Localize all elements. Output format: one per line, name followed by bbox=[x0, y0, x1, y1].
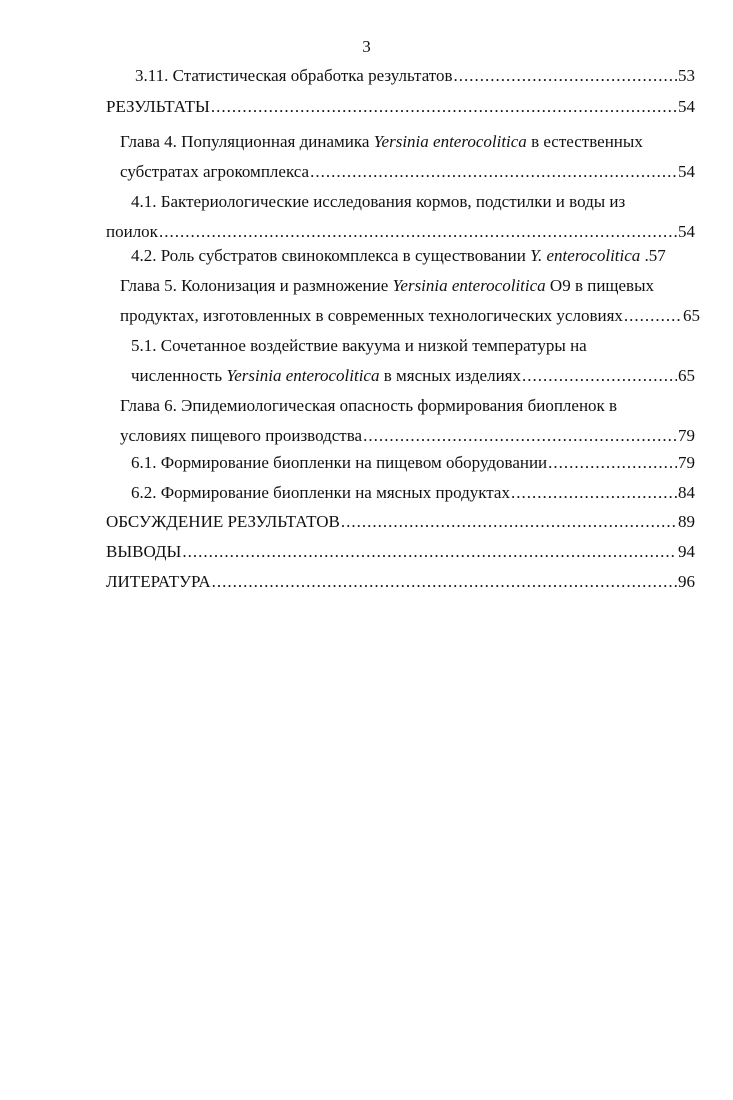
toc-entry-chapter-6[interactable] bbox=[120, 391, 695, 451]
toc-page-number: 53 bbox=[678, 66, 695, 85]
toc-page-number: 79 bbox=[678, 453, 695, 472]
toc-entry-title: ОБСУЖДЕНИЕ РЕЗУЛЬТАТОВ bbox=[106, 512, 340, 531]
toc-entry-title-line1: Глава 5. Колонизация и размножение Yersinia enterocolitica О9 в пищевых bbox=[120, 276, 655, 295]
toc-page-number: 84 bbox=[678, 483, 695, 502]
dot-leader bbox=[341, 512, 677, 532]
toc-entry-title: ВЫВОДЫ bbox=[106, 542, 182, 561]
toc-entry-title: 6.1. Формирование биопленки на пищевом оборудовании bbox=[131, 453, 548, 472]
toc-entry-title-line1: Глава 4. Популяционная динамика Yersinia enterocolitica в естественных bbox=[120, 132, 643, 151]
dot-leader bbox=[182, 542, 677, 562]
toc-page-number: 96 bbox=[678, 572, 695, 591]
toc-entry-3-11[interactable] bbox=[135, 66, 695, 86]
toc-entry-4-2[interactable]: 4.2. Роль субстратов свинокомплекса в существовании Y. enterocolitica .57 bbox=[131, 246, 666, 265]
toc-entry-4-1[interactable] bbox=[106, 187, 695, 247]
toc-entry-literature[interactable] bbox=[106, 572, 695, 592]
toc-entry-title: 6.2. Формирование биопленки на мясных продуктах bbox=[131, 483, 510, 502]
toc-entry-6-1[interactable] bbox=[131, 453, 695, 473]
toc-page-number: 65 bbox=[683, 306, 700, 325]
toc-page-number: 54 bbox=[678, 97, 695, 116]
toc-entry-6-2[interactable] bbox=[131, 483, 695, 503]
toc-entry-chapter-5[interactable] bbox=[120, 271, 700, 331]
toc-entry-5-1[interactable] bbox=[131, 331, 695, 391]
dot-leader bbox=[511, 483, 677, 503]
dot-leader bbox=[522, 361, 677, 391]
dot-leader bbox=[454, 66, 677, 86]
toc-page-number: 54 bbox=[678, 162, 695, 181]
toc-page-number: 94 bbox=[678, 542, 695, 561]
dot-leader bbox=[159, 217, 677, 247]
toc-entry-title-line2: субстратах агрокомплекса bbox=[120, 162, 310, 181]
toc-page-number: 79 bbox=[678, 426, 695, 445]
toc-entry-title: ЛИТЕРАТУРА bbox=[106, 572, 211, 591]
toc-page-number: 65 bbox=[678, 366, 695, 385]
toc-page-number: 54 bbox=[678, 222, 695, 241]
page-number: 3 bbox=[362, 37, 371, 56]
toc-entry-title: РЕЗУЛЬТАТЫ bbox=[106, 97, 210, 116]
dot-leader bbox=[211, 97, 677, 117]
dot-leader bbox=[624, 301, 682, 331]
toc-entry-title-line1: Глава 6. Эпидемиологическая опасность формирования биопленок в bbox=[120, 396, 618, 415]
toc-entry-discussion[interactable] bbox=[106, 512, 695, 532]
toc-entry-title-line2: продуктах, изготовленных в современных технологических условиях bbox=[120, 306, 623, 325]
dot-leader bbox=[310, 157, 677, 187]
dot-leader bbox=[548, 453, 677, 473]
toc-entry-results[interactable] bbox=[106, 97, 695, 117]
dot-leader bbox=[363, 421, 677, 451]
toc-entry-conclusions[interactable] bbox=[106, 542, 695, 562]
toc-entry-title-line2: поилок bbox=[106, 222, 158, 241]
toc-entry-title-line2: условиях пищевого производства bbox=[120, 426, 363, 445]
toc-entry-title: 3.11. Статистическая обработка результатов bbox=[135, 66, 453, 85]
toc-entry-title-line2: численность Yersinia enterocolitica в мясных изделиях bbox=[131, 366, 522, 385]
dot-leader bbox=[212, 572, 677, 592]
toc-entry-title-line1: 4.1. Бактериологические исследования кормов, подстилки и воды из bbox=[131, 192, 626, 211]
toc-entry-chapter-4[interactable] bbox=[120, 127, 695, 187]
toc-entry-title-line1: 5.1. Сочетанное воздействие вакуума и низкой температуры на bbox=[131, 336, 587, 355]
toc-page-number: 89 bbox=[678, 512, 695, 531]
